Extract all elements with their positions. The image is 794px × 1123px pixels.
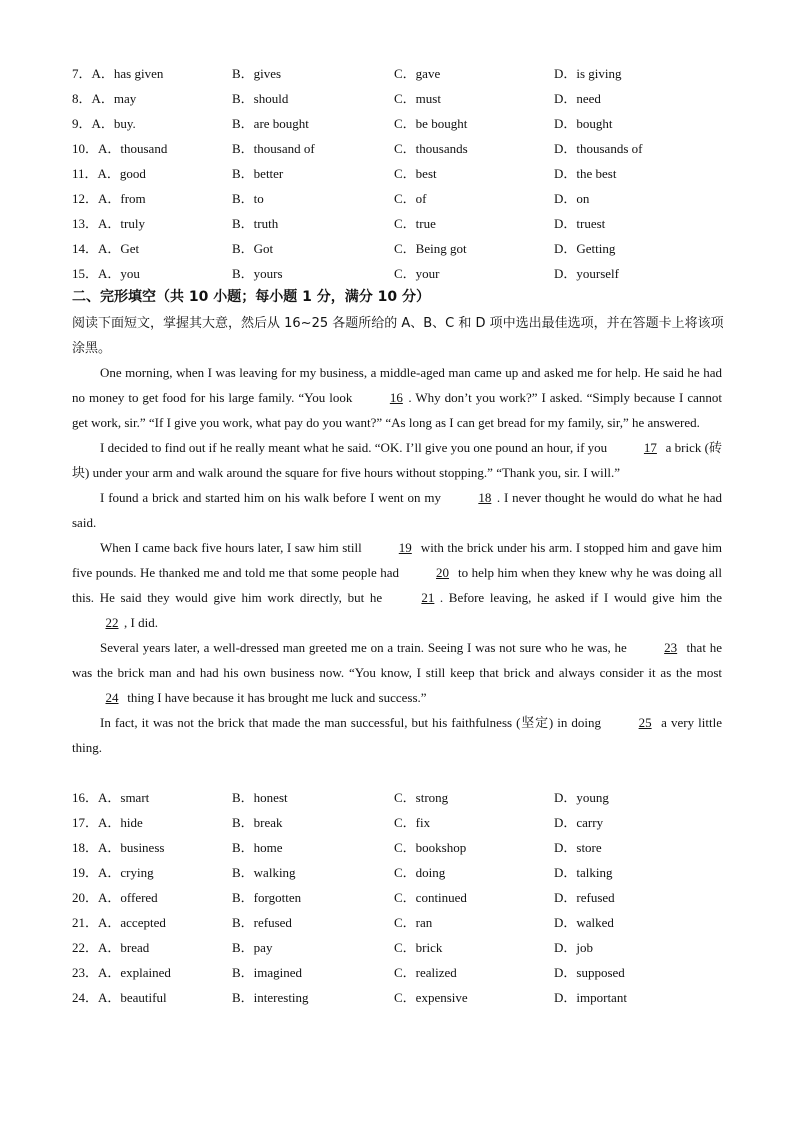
option-b: B．refused — [232, 915, 292, 930]
option-c: C．realized — [394, 965, 457, 980]
option-b: B．pay — [232, 940, 273, 955]
option-a: 14．A．Get — [72, 241, 140, 256]
option-b: B．truth — [232, 216, 279, 231]
option-a: 10．A．thousand — [72, 141, 168, 156]
option-b: B．are bought — [232, 116, 309, 131]
option-row-22 — [72, 935, 732, 960]
option-a: 15．A．you — [72, 266, 140, 281]
option-a: 20．A．offered — [72, 890, 158, 905]
option-a: 13．A．truly — [72, 216, 145, 231]
option-c: C．ran — [394, 915, 433, 930]
option-d: D．truest — [554, 216, 606, 231]
option-a: 22．A．bread — [72, 940, 150, 955]
blank-17: 17 — [643, 440, 657, 455]
passage-paragraph: In fact, it was not the brick that made the man successful, but his faithfulness (坚定) in doing 25 a very little thing. — [72, 710, 722, 760]
option-d: D．supposed — [554, 965, 625, 980]
option-a: 21．A．accepted — [72, 915, 166, 930]
option-a: 9．A．buy. — [72, 116, 136, 131]
option-a: 19．A．crying — [72, 865, 154, 880]
option-c: C．true — [394, 216, 436, 231]
option-b: B．Got — [232, 241, 274, 256]
option-row-16 — [72, 785, 732, 810]
option-d: D．carry — [554, 815, 604, 830]
option-b: B．interesting — [232, 990, 309, 1005]
option-b: B．break — [232, 815, 283, 830]
passage-paragraph: I found a brick and started him on his walk before I went on my 18 . I never thought he would do what he had said. — [72, 485, 722, 535]
blank-20: 20 — [436, 565, 450, 580]
option-b: B．better — [232, 166, 284, 181]
option-c: C．best — [394, 166, 437, 181]
option-row-8 — [72, 86, 732, 111]
option-c: C．brick — [394, 940, 443, 955]
option-d: D．important — [554, 990, 627, 1005]
cloze-passage — [72, 360, 722, 760]
option-a: 24．A．beautiful — [72, 990, 167, 1005]
option-row-10 — [72, 136, 732, 161]
blank-25: 25 — [638, 715, 652, 730]
passage-paragraph: I decided to find out if he really meant what he said. “OK. I’ll give you one pound an hour, if you 17 a brick (砖块) under your arm and walk around the square for five hours without stopping.” “Thank you, sir. I will.” — [72, 435, 722, 485]
option-b: B．forgotten — [232, 890, 302, 905]
option-d: D．job — [554, 940, 594, 955]
option-a: 17．A．hide — [72, 815, 143, 830]
option-b: B．should — [232, 91, 289, 106]
option-d: D．Getting — [554, 241, 616, 256]
blank-18: 18 — [478, 490, 492, 505]
passage-paragraph: One morning, when I was leaving for my business, a middle-aged man came up and asked me for help. He said he had no money to get food for his large family. “You look 16 . Why don’t you work?” I asked. “Simply because I cannot get work, sir.” “If I give you work, what pay do you want?” “As long as I can get bread for my family, sir,” he answered. — [72, 365, 722, 430]
section-instructions: 阅读下面短文，掌握其大意，然后从 16~25 各题所给的 A、B、C 和 D 项中选出最佳选项，并在答题卡上将该项涂黑。 — [72, 316, 724, 356]
option-a: 11．A．good — [72, 166, 146, 181]
option-row-14 — [72, 236, 732, 261]
section-title: 二、完形填空（共 10 小题；每小题 1 分，满分 10 分） — [72, 289, 430, 305]
option-a: 8．A．may — [72, 91, 137, 106]
option-d: D．talking — [554, 865, 613, 880]
option-c: C．doing — [394, 865, 446, 880]
option-row-13 — [72, 211, 732, 236]
option-b: B．gives — [232, 66, 282, 81]
option-b: B．thousand of — [232, 141, 315, 156]
option-a: 7．A．has given — [72, 66, 164, 81]
option-b: B．home — [232, 840, 283, 855]
option-a: 23．A．explained — [72, 965, 171, 980]
option-c: C．expensive — [394, 990, 468, 1005]
option-row-23 — [72, 960, 732, 985]
option-b: B．imagined — [232, 965, 303, 980]
blank-19: 19 — [398, 540, 412, 555]
option-row-17 — [72, 810, 732, 835]
option-row-15 — [72, 261, 732, 286]
option-c: C．Being got — [394, 241, 467, 256]
option-c: C．thousands — [394, 141, 468, 156]
option-b: B．honest — [232, 790, 288, 805]
option-row-20 — [72, 885, 732, 910]
bottom-options-list — [72, 785, 732, 1010]
option-c: C．gave — [394, 66, 441, 81]
option-row-11 — [72, 161, 732, 186]
option-b: B．to — [232, 191, 264, 206]
option-c: C．fix — [394, 815, 431, 830]
option-b: B．yours — [232, 266, 283, 281]
option-c: C．must — [394, 91, 441, 106]
option-d: D．thousands of — [554, 141, 643, 156]
option-c: C．continued — [394, 890, 467, 905]
blank-24: 24 — [105, 690, 119, 705]
option-a: 16．A．smart — [72, 790, 150, 805]
option-d: D．yourself — [554, 266, 619, 281]
blank-22: 22 — [105, 615, 119, 630]
option-row-18 — [72, 835, 732, 860]
blank-21: 21 — [421, 590, 435, 605]
option-row-12 — [72, 186, 732, 211]
option-c: C．strong — [394, 790, 449, 805]
option-d: D．store — [554, 840, 602, 855]
option-row-19 — [72, 860, 732, 885]
top-options-list — [72, 61, 732, 286]
option-d: D．need — [554, 91, 601, 106]
option-a: 18．A．business — [72, 840, 165, 855]
option-d: D．is giving — [554, 66, 622, 81]
option-a: 12．A．from — [72, 191, 146, 206]
passage-paragraph: Several years later, a well-dressed man greeted me on a train. Seeing I was not sure who he was, he 23 that he was the brick man and had his own business now. “You know, I still keep that brick and always consider it as the most 24 thing I have because it has brought me luck and success.” — [72, 635, 722, 710]
blank-16: 16 — [389, 390, 403, 405]
option-row-7 — [72, 61, 732, 86]
option-d: D．on — [554, 191, 590, 206]
option-row-9 — [72, 111, 732, 136]
option-d: D．walked — [554, 915, 614, 930]
option-c: C．bookshop — [394, 840, 467, 855]
passage-paragraph: When I came back five hours later, I saw him still 19 with the brick under his arm. I stopped him and gave him five pounds. He thanked me and told me that some people had 20 to help him when they knew why he was doing all this. He said they would give him work directly, but he 21 . Before leaving, he asked if I would give him the 22 , I did. — [72, 535, 722, 635]
option-c: C．of — [394, 191, 427, 206]
option-b: B．walking — [232, 865, 296, 880]
option-d: D．refused — [554, 890, 615, 905]
option-d: D．the best — [554, 166, 617, 181]
option-row-21 — [72, 910, 732, 935]
option-c: C．be bought — [394, 116, 468, 131]
option-d: D．bought — [554, 116, 613, 131]
option-c: C．your — [394, 266, 440, 281]
option-d: D．young — [554, 790, 609, 805]
option-row-24 — [72, 985, 732, 1010]
blank-23: 23 — [664, 640, 678, 655]
